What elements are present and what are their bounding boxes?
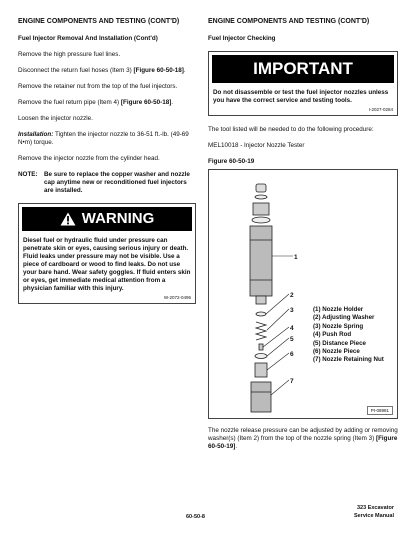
section-heading: ENGINE COMPONENTS AND TESTING (CONT'D) — [18, 18, 180, 25]
right-column — [208, 18, 398, 459]
important-banner: IMPORTANT — [212, 55, 394, 83]
callout-4: 4 — [290, 325, 294, 332]
step-remove-nozzle: Remove the injector nozzle from the cylinder head. — [18, 155, 160, 162]
legend-item: (7) Nozzle Retaining Nut — [313, 356, 384, 364]
step-remove-fuel-lines: Remove the high pressure fuel lines. — [18, 51, 121, 58]
warning-triangle-icon — [60, 212, 76, 226]
legend-item: (3) Nozzle Spring — [313, 322, 364, 330]
section-heading: ENGINE COMPONENTS AND TESTING (CONT'D) — [208, 18, 370, 25]
note-label: NOTE: — [18, 171, 38, 178]
subsection-heading: Fuel Injector Removal And Installation (Cont'd) — [18, 35, 158, 42]
tool-item: MEL10018 - Injector Nozzle Tester — [208, 142, 305, 149]
important-box — [208, 51, 398, 116]
figure-ref: [Figure 60-50-18] — [120, 99, 172, 106]
warning-title: WARNING — [81, 210, 155, 227]
left-column — [18, 18, 196, 304]
callout-3: 3 — [290, 307, 294, 314]
warning-text: Diesel fuel or hydraulic fluid under pressure can penetrate skin or eyes, causing serious injury or death. Fluid leaks under pressure may not be visible. Use a piece of cardboard or wood to find leaks. Do not use your bare hand. Wear safety goggles. If fluid enters skin or eyes, get immediate medical attention from a physician familiar with this injury. — [23, 237, 191, 292]
note — [18, 171, 196, 195]
callout-5: 5 — [290, 336, 294, 343]
step-disconnect-return-hoses: Disconnect the return fuel hoses (Item 3) [Figure 60-50-18]. — [18, 67, 186, 74]
subsection-heading: Fuel Injector Checking — [208, 35, 276, 42]
figure-label: Figure 60-50-19 — [208, 158, 255, 165]
step-loosen-nozzle: Loosen the injector nozzle. — [18, 115, 93, 122]
figure-id: PI-08981 — [367, 406, 393, 415]
callout-7: 7 — [290, 378, 294, 385]
figure-ref: [Figure 60-50-18] — [133, 67, 184, 74]
figure-legend — [313, 306, 384, 365]
callout-1: 1 — [294, 254, 298, 261]
legend-item: (2) Adjusting Washer — [313, 314, 375, 322]
legend-item: (1) Nozzle Holder — [313, 306, 364, 313]
note-text: Be sure to replace the copper washer and nozzle cap anytime new or reconditioned fuel injectors are installed. — [44, 171, 190, 194]
callout-6: 6 — [290, 351, 294, 358]
warning-code: W-2072-0496 — [163, 295, 191, 300]
warning-banner — [22, 207, 192, 231]
installation-instruction: Installation: Tighten the injector nozzle to 36-51 ft.-lb. (49-69 N•m) torque. — [18, 131, 189, 146]
callout-2: 2 — [290, 292, 294, 299]
legend-item: (5) Distance Piece — [313, 339, 366, 347]
step-remove-retainer-nut: Remove the retainer nut from the top of the fuel injectors. — [18, 83, 178, 90]
warning-box — [18, 203, 196, 304]
footer-manual: Service Manual — [353, 512, 394, 519]
step-remove-return-pipe: Remove the fuel return pipe (Item 4) [Figure 60-50-18]. — [18, 99, 174, 106]
tool-intro: The tool listed will be needed to do the following procedure: — [208, 126, 374, 133]
exploded-view-diagram — [209, 170, 399, 418]
figure-ref: [Figure 60-50-19] — [208, 435, 398, 450]
important-code: I-2027-0284 — [368, 107, 393, 112]
footer-model: 323 Excavator — [357, 505, 394, 511]
closing-paragraph: The nozzle release pressure can be adjusted by adding or removing washer(s) (Item 2) from the top of the nozzle spring (Item 3) [Figure 60-50-19]. — [208, 427, 398, 450]
figure-60-50-19 — [208, 169, 398, 419]
legend-item: (4) Push Rod — [313, 331, 352, 339]
legend-item: (6) Nozzle Piece — [313, 348, 360, 356]
page-number: 60-50-8 — [186, 514, 205, 520]
important-text: Do not disassemble or test the fuel injector nozzles unless you have the correct service and testing tools. — [213, 89, 389, 104]
footer-title — [354, 505, 394, 520]
